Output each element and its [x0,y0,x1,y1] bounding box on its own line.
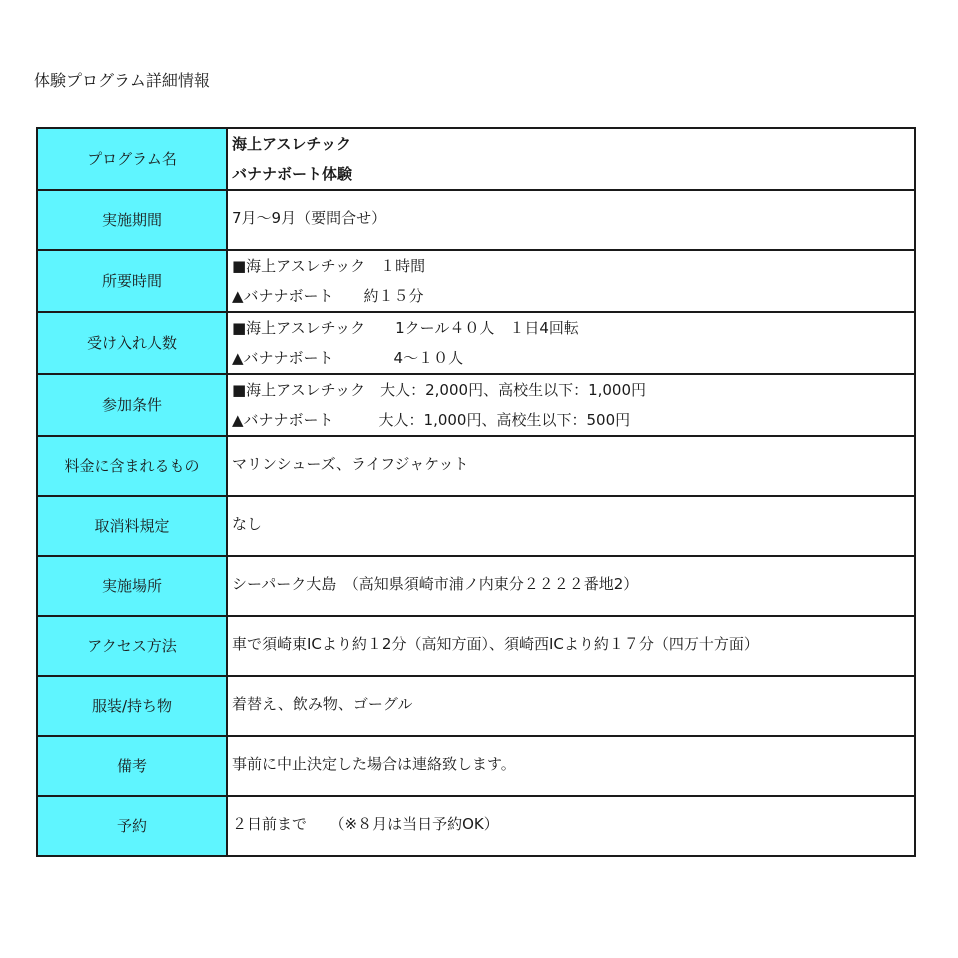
row-value-notes [227,736,915,796]
table-row [37,312,915,374]
row-label-conditions: 参加条件 [37,374,227,436]
page-title: 体験プログラム詳細情報 [34,71,210,90]
value-line: なし [232,515,263,533]
row-label-belongings: 服装/持ち物 [37,676,227,736]
value-line: 海上アスレチック [232,135,351,153]
value-line: ▲バナナボート 大人：1,000円、高校生以下：500円 [232,411,631,429]
value-line: 車で須崎東ICより約１2分（高知方面）、須崎西ICより約１７分（四万十方面） [232,635,759,653]
value-line: 着替え、飲み物、ゴーグル [232,695,413,713]
row-label-included: 料金に含まれるもの [37,436,227,496]
row-label-location: 実施場所 [37,556,227,616]
table-row [37,374,915,436]
value-line: ■海上アスレチック 大人：2,000円、高校生以下：1,000円 [232,381,647,399]
row-value-conditions [227,374,915,436]
row-value-period [227,190,915,250]
row-value-included [227,436,915,496]
row-value-reservation [227,796,915,856]
table-row [37,496,915,556]
row-label-cancellation: 取消料規定 [37,496,227,556]
value-line: ▲バナナボート 4〜１０人 [232,349,464,367]
value-line: ▲バナナボート 約１５分 [232,287,424,305]
value-line: 7月〜9月（要問合せ） [232,209,387,227]
row-label-notes: 備考 [37,736,227,796]
value-line: シーパーク大島 （高知県須崎市浦ノ内東分２２２２番地2） [232,575,639,593]
row-label-reservation: 予約 [37,796,227,856]
row-label-period: 実施期間 [37,190,227,250]
row-label-program-name: プログラム名 [37,128,227,190]
table-row [37,128,915,190]
row-label-duration: 所要時間 [37,250,227,312]
table-row [37,796,915,856]
value-line: バナナボート体験 [232,165,353,183]
value-line: ■海上アスレチック 1クール４０人 １日4回転 [232,319,579,337]
table-row [37,676,915,736]
row-value-duration [227,250,915,312]
value-line: 事前に中止決定した場合は連絡致します。 [232,755,516,773]
row-value-location [227,556,915,616]
value-line: ２日前まで （※８月は当日予約OK） [232,815,499,833]
row-value-access [227,616,915,676]
table-row [37,736,915,796]
row-label-capacity: 受け入れ人数 [37,312,227,374]
row-value-belongings [227,676,915,736]
row-value-program-name [227,128,915,190]
value-line: マリンシューズ、ライフジャケット [232,455,469,473]
table-row [37,250,915,312]
value-line: ■海上アスレチック １時間 [232,257,426,275]
program-detail-table [36,127,916,857]
row-value-cancellation [227,496,915,556]
table-row [37,436,915,496]
row-value-capacity [227,312,915,374]
table-row [37,190,915,250]
table-row [37,556,915,616]
table-row [37,616,915,676]
row-label-access: アクセス方法 [37,616,227,676]
